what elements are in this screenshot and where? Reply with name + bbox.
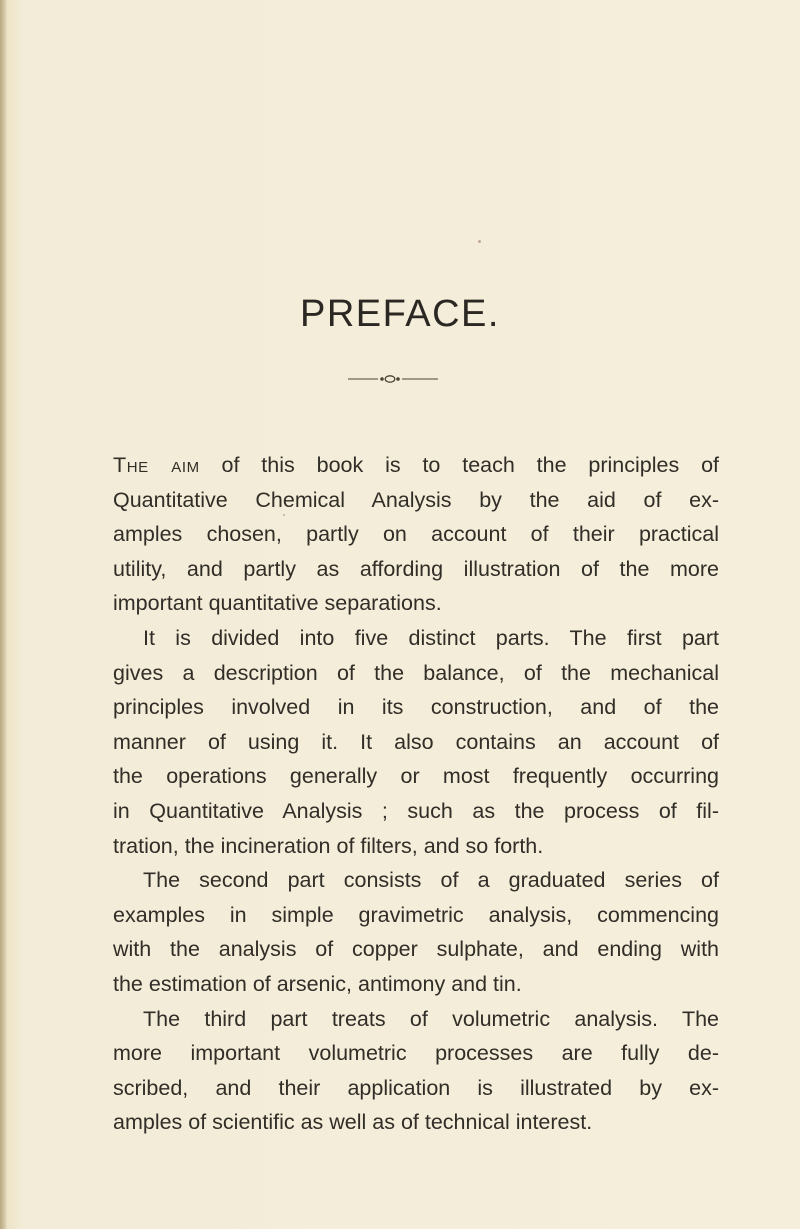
text-line: in Quantitative Analysis ; such as the process of fil- [113, 798, 719, 823]
text-line [113, 448, 719, 483]
text-line: scribed, and their application is illustrated by ex- [113, 1075, 719, 1100]
text-line: utility, and partly as affording illustration of the more [113, 556, 719, 581]
text-line: more important volumetric processes are fully de- [113, 1041, 719, 1066]
text-line: the estimation of arsenic, antimony and tin. [113, 971, 522, 996]
preface-text [113, 448, 719, 1140]
opening-words: The aim [113, 453, 200, 477]
text-line: gives a description of the balance, of the mechanical [113, 660, 719, 685]
page-title: PREFACE. [300, 293, 500, 335]
text-line: important quantitative separations. [113, 591, 442, 616]
text-line: The second part consists of a graduated series of [143, 868, 719, 893]
text-line: amples chosen, partly on account of their practical [113, 522, 719, 547]
line-text: of this book is to teach the principles of [199, 453, 719, 477]
paper-speck [478, 240, 481, 243]
text-line: manner of using it. It also contains an account of [113, 729, 719, 754]
text-line: tration, the incineration of filters, and so forth. [113, 833, 544, 858]
text-line: It is divided into five distinct parts. The first part [143, 625, 719, 650]
ornament-rule-icon [346, 373, 442, 385]
text-line: examples in simple gravimetric analysis, commencing [113, 902, 719, 927]
page-spine-edge [0, 0, 6, 1229]
text-line: Quantitative Chemical Analysis by the aid of ex- [113, 487, 719, 512]
text-line: with the analysis of copper sulphate, and ending with [113, 937, 719, 962]
text-line: principles involved in its construction, and of the [113, 695, 719, 720]
text-line: amples of scientific as well as of technical interest. [113, 1110, 593, 1135]
text-line: The third part treats of volumetric analysis. The [143, 1006, 719, 1031]
text-line: the operations generally or most frequently occurring [113, 764, 719, 789]
